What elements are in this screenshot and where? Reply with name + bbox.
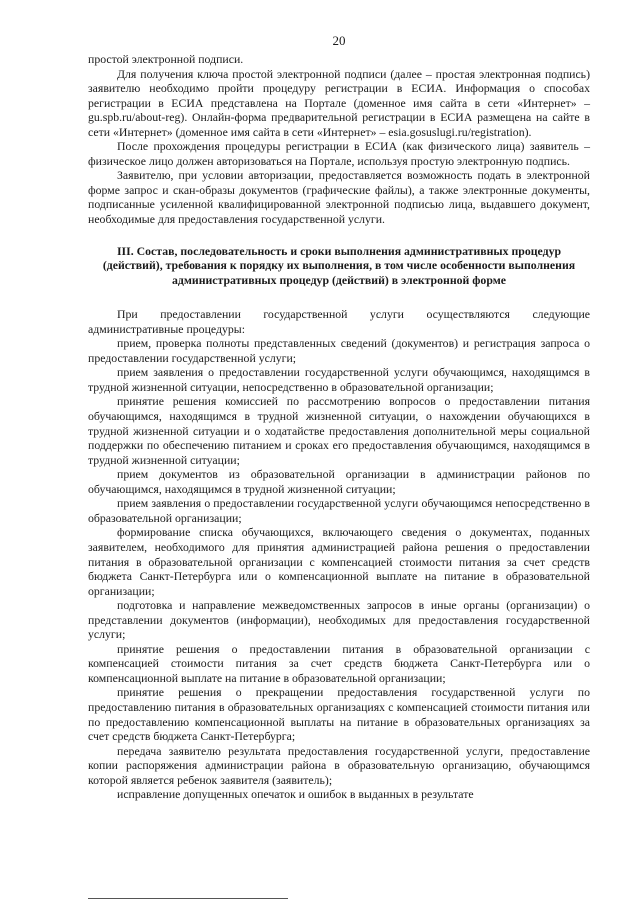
footer-rule: [88, 898, 288, 899]
list-item-procedure: передача заявителю результата предоставления государственной услуги, предоставление копии распоряжения администрации района в образовательную организацию, обучающимся которой является ребенок заявителя (заявитель);: [88, 743, 590, 787]
list-item-procedure: принятие решения о прекращении предоставления государственной услуги по предоставлению питания в образовательных организациях с компенсацией стоимости питания или по предоставлению компенсационной выплаты на питание в образовательных организациях за счет средств бюджета Санкт-Петербурга;: [88, 685, 590, 744]
spacer: [88, 287, 590, 307]
list-item-procedure: прием заявления о предоставлении государственной услуги обучающимся, находящимся в трудной жизненной ситуации, непосредственно в образовательной организации;: [88, 365, 590, 394]
paragraph-esia-registration: Для получения ключа простой электронной подписи (далее – простая электронная подпись) заявителю необходимо пройти процедуру регистрации в ЕСИА. Информация о способах регистрации в ЕСИА представлена на Портале (доменное имя сайта в сети «Интернет» – gu.spb.ru/about-reg). Онлайн-форма предварительной регистрации в ЕСИА размещена на сайте в сети «Интернет» (доменное имя сайта в сети «Интернет» – esia.gosuslugi.ru/registration).: [88, 66, 590, 139]
paragraph-continuation: простой электронной подписи.: [88, 52, 244, 66]
section-heading: III. Состав, последовательность и сроки выполнения административных процедур (действий), требования к порядку их выполнения, в том числе особенности выполнения административных процедур (действий) в электронной форме: [102, 243, 576, 287]
paragraph-portal-authorization: После прохождения процедуры регистрации в ЕСИА (как физического лица) заявитель – физическое лицо должен авторизоваться на Портале, используя простую электронную подпись.: [88, 139, 590, 168]
list-item-procedure: формирование списка обучающихся, включающего сведения о документах, поданных заявителем, необходимого для принятия администрацией района решения о предоставлении питания в образовательной организации с компенсацией стоимости питания за счет средств бюджета Санкт-Петербурга или о компенсационной выплате на питание в образовательной организации;: [88, 525, 590, 598]
paragraph-procedures-intro: При предоставлении государственной услуги осуществляются следующие административные процедуры:: [88, 307, 590, 336]
list-item-procedure: подготовка и направление межведомственных запросов в иные органы (организации) о представлении документов (информации), необходимых для предоставления государственной услуги;: [88, 598, 590, 642]
page-number: 20: [332, 33, 346, 48]
list-item-procedure: принятие решения комиссией по рассмотрению вопросов о предоставлении питания обучающимся, находящимся в трудной жизненной ситуации, о нахождении обучающихся в трудной жизненной ситуации и о ходатайстве предоставления дополнительной меры социальной поддержки по обеспечению питанием и сроках его предоставления обучающимся, находящимся в трудной жизненной ситуации;: [88, 394, 590, 467]
spacer: [88, 227, 590, 244]
paragraph-electronic-submission: Заявителю, при условии авторизации, предоставляется возможность подать в электронной форме запрос и скан-образы документов (графические файлы), а также электронные документы, подписанные усиленной квалифицированной электронной подписью лица, выдавшего документ, необходимые для предоставления государственной услуги.: [88, 168, 590, 227]
list-item-procedure: принятие решения о предоставлении питания в образовательной организации с компенсацией стоимости питания за счет средств бюджета Санкт-Петербурга или о компенсационной выплате на питание в образовательной организации;: [88, 641, 590, 685]
list-item-procedure: прием документов из образовательной организации в администрации районов по обучающимся, находящимся в трудной жизненной ситуации;: [88, 467, 590, 496]
list-item-procedure: исправление допущенных опечаток и ошибок в выданных в результате: [117, 787, 474, 802]
list-item-procedure: прием, проверка полноты представленных сведений (документов) и регистрация запроса о предоставлении государственной услуги;: [88, 336, 590, 365]
list-item-procedure: прием заявления о предоставлении государственной услуги обучающимся непосредственно в образовательной организации;: [88, 496, 590, 525]
